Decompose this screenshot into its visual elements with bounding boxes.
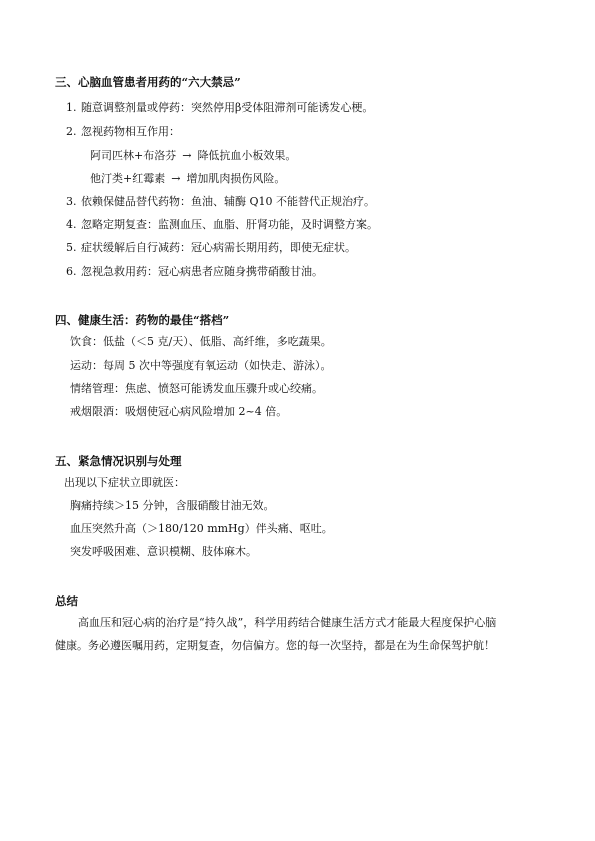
list-item: 血压突然升高（＞180/120 mmHg）伴头痛、呕吐。 [70,522,333,535]
list-item: 情绪管理：焦虑、愤怒可能诱发血压骤升或心绞痛。 [70,382,323,395]
item-text: 忽视药物相互作用： [81,125,180,138]
summary-paragraph-line: 健康。务必遵医嘱用药，定期复查，勿信偏方。您的每一次坚持，都是在为生命保驾护航！ [55,639,495,652]
list-item: 戒烟限酒：吸烟使冠心病风险增加 2~4 倍。 [70,405,288,418]
item-number: 2. [66,125,77,138]
item-number: 5. [66,241,77,254]
list-item [66,218,378,232]
interaction-line [90,172,285,186]
drug-combination: 他汀类+红霉素 [90,172,166,185]
item-text: 忽视急救用药：冠心病患者应随身携带硝酸甘油。 [81,265,323,278]
item-number: 6. [66,265,77,278]
summary-paragraph-line: 高血压和冠心病的治疗是“持久战”，科学用药结合健康生活方式才能最大程度保护心脑 [78,616,497,629]
item-number: 1. [66,101,77,114]
arrow-icon: → [171,172,181,185]
section5-intro: 出现以下症状立即就医： [64,476,185,489]
interaction-effect: 增加肌肉损伤风险。 [186,172,286,185]
item-text: 症状缓解后自行减药：冠心病需长期用药，即使无症状。 [81,241,356,254]
list-item: 突发呼吸困难、意识模糊、肢体麻木。 [70,545,257,558]
list-item: 胸痛持续＞15 分钟，含服硝酸甘油无效。 [70,499,275,512]
section4-heading: 四、健康生活：药物的最佳“搭档” [55,313,230,327]
summary-heading: 总结 [55,594,78,608]
list-item [66,101,373,115]
interaction-line [90,149,296,163]
item-number: 4. [66,218,77,231]
arrow-icon: → [182,149,192,162]
list-item: 运动：每周 5 次中等强度有氧运动（如快走、游泳）。 [70,359,332,372]
item-text: 依赖保健品替代药物：鱼油、辅酶 Q10 不能替代正规治疗。 [81,195,376,208]
item-text: 随意调整剂量或停药：突然停用β受体阻滞剂可能诱发心梗。 [81,101,374,114]
section5-heading: 五、紧急情况识别与处理 [55,454,182,468]
item-number: 3. [66,195,77,208]
list-item [66,241,356,255]
drug-combination: 阿司匹林+布洛芬 [90,149,177,162]
item-text: 忽略定期复查：监测血压、血脂、肝肾功能，及时调整方案。 [81,218,378,231]
list-item [66,195,375,209]
interaction-effect: 降低抗血小板效果。 [197,149,297,162]
list-item [66,125,180,139]
list-item [66,265,323,279]
section3-heading: 三、心脑血管患者用药的“六大禁忌” [55,75,241,89]
list-item: 饮食：低盐（＜5 克/天）、低脂、高纤维，多吃蔬果。 [70,335,332,348]
